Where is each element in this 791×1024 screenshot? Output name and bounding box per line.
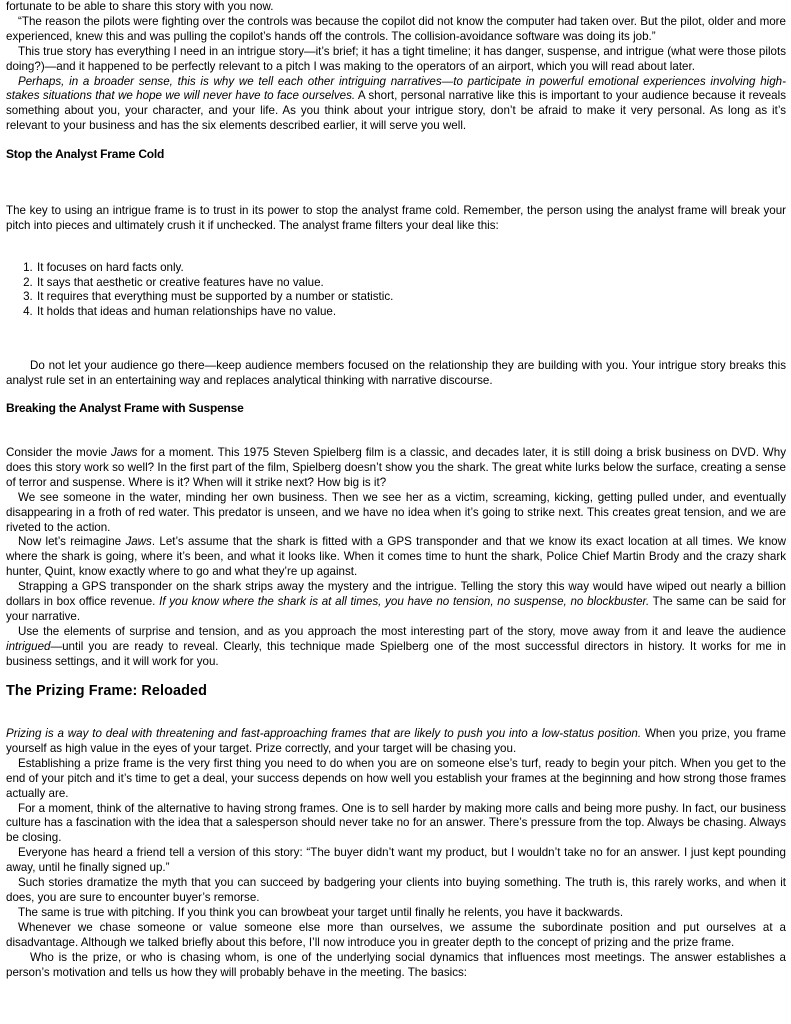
text: Use the elements of surprise and tension, and as you approach the most interesting part of the story, move away from it and leave the audience (18, 624, 786, 638)
paragraph: fortunate to be able to share this story with you now. (6, 0, 274, 13)
text: for a moment. This 1975 Steven Spielberg film is a classic, and decades later, it is still doing a brisk business on DVD. Why does this story work so well? In the first part of the film, Spielberg doesn’t show you the shark. The great white lurks below the surface, creating a sense of terror and suspense. Where is it? When will it strike next? How big is it? (6, 446, 786, 489)
list-item: 3. It requires that everything must be supported by a number or statistic. (36, 290, 786, 305)
paragraph: The same is true with pitching. If you think you can browbeat your target until finally he relents, you have it backwards. (18, 905, 624, 919)
paragraph (6, 727, 786, 757)
paragraph: Establishing a prize frame is the very first thing you need to do when you are on someone else’s turf, ready to begin your pitch. When you get to the end of your pitch and it’s time to get a deal, your success depends on how well you establish your frames at the beginning and how strong those frames actually are. (6, 756, 786, 800)
italic-text: Prizing is a way to deal with threatening and fast-approaching frames that are likely to push you into a low-status position. (6, 727, 642, 740)
text: A short, personal narrative like this is important to your audience because it reveals something about you, your character, and your life. As you think about your intrigue story, don’t be afraid to make it very personal. As long as it’s relevant to your business and has the six elements described earlier, it will serve you well. (6, 89, 786, 133)
paragraph (6, 446, 786, 491)
text: Now let’s reimagine (18, 535, 126, 549)
text: When you prize, you frame yourself as high value in the eyes of your target. Prize correctly, and your target will be chasing you. (6, 727, 786, 755)
text: Consider the movie (6, 446, 111, 459)
paragraph: Who is the prize, or who is chasing whom, is one of the underlying social dynamics that influences most meetings. The answer establishes a person’s motivation and tells us how they will probably behave in the meeting. The basics: (6, 950, 786, 979)
text: . Let’s assume that the shark is fitted with a GPS transponder and that we know its exact location at all times. We know where the shark is going, where it’s been, and what it looks like. When it comes time to hunt the shark, Police Chief Martin Brody and the crazy shark hunter, Quint, know exactly where to go and what they’re up against. (6, 535, 786, 579)
list-item: 2. It says that aesthetic or creative features have no value. (36, 276, 786, 291)
italic-text: Jaws (110, 446, 138, 459)
paragraph: This true story has everything I need in an intrigue story—it’s brief; it has a tight timeline; it has danger, suspense, and intrigue (what were those pilots doing?)—and it happened to be perfectly relevant to a pitch I was making to the operators of an airport, which you will read about later. (6, 44, 786, 73)
italic-text: intrigued (6, 639, 51, 653)
paragraph: Everyone has heard a friend tell a version of this story: “The buyer didn’t want my product, but I wouldn’t take no for an answer. I just kept pounding away, until he finally signed up.” (6, 846, 786, 875)
paragraph: Whenever we chase someone or value someone else more than ourselves, we assume the subordinate position and put ourselves at a disadvantage. Although we talked briefly about this before, I’ll now introduce you in greater depth to the concept of prizing and the prize frame. (6, 920, 786, 949)
section-stop-analyst (6, 204, 786, 234)
section-heading-wrap (6, 401, 786, 416)
analyst-filter-list-wrap (6, 261, 786, 320)
section-suspense (6, 446, 786, 670)
paragraph (6, 535, 786, 580)
section-heading: Stop the Analyst Frame Cold (6, 147, 165, 161)
paragraph (6, 75, 786, 135)
section-intro (6, 0, 786, 134)
italic-text: Perhaps, in a broader sense, this is why we tell each other intriguing narratives—to participate in powerful emotional experiences involving high-stakes situations that we hope we will never have to face ourselves. (6, 74, 786, 103)
italic-text: If you know where the shark is at all times, you have no tension, no suspense, no blockbuster. (159, 595, 650, 609)
analyst-filter-list (6, 261, 786, 320)
paragraph: The key to using an intrigue frame is to trust in its power to stop the analyst frame cold. Remember, the person using the analyst frame will break your pitch into pieces and ultimately crush it if unchecked. The analyst frame filters your deal like this: (6, 204, 786, 232)
paragraph: Such stories dramatize the myth that you can succeed by badgering your clients into buying something. The truth is, this rarely works, and when it does, you are sure to encounter buyer’s remorse. (6, 876, 786, 904)
text: Strapping a GPS transponder on the shark strips away the mystery and the intrigue. Telling the story this way would have wiped out nearly a billion dollars in box office revenue. (6, 580, 786, 609)
paragraph: “The reason the pilots were fighting over the controls was because the copilot did not know the computer had taken over. But the pilot, older and more experienced, knew this and was pulling the copilot’s hands off the controls. The collision-avoidance software was doing its job.” (6, 14, 786, 43)
italic-text: Jaws (125, 535, 152, 549)
paragraph: For a moment, think of the alternative to having strong frames. One is to sell harder by making more calls and being more pushy. In fact, our business culture has a fascination with the idea that a salesperson should never take no for an answer. There’s pressure from the top. Always be chasing. Always be closing. (6, 801, 786, 845)
list-item: 4. It holds that ideas and human relationships have no value. (36, 305, 786, 320)
list-item: 1. It focuses on hard facts only. (36, 261, 786, 276)
chapter-heading-wrap (6, 682, 786, 700)
paragraph: Do not let your audience go there—keep audience members focused on the relationship they are building with you. Your intrigue story breaks this analyst rule set in an entertaining way and replaces analytical thinking with narrative discourse. (6, 359, 786, 387)
section-heading-wrap (6, 147, 786, 162)
section-after-list (6, 359, 786, 389)
paragraph (6, 580, 786, 625)
text: —until you are ready to reveal. Clearly, this technique made Spielberg one of the most successful directors in history. It works for me in business settings, and it will work for you. (6, 639, 786, 668)
chapter-heading: The Prizing Frame: Reloaded (6, 683, 208, 699)
text: The same can be said for your narrative. (6, 595, 786, 623)
paragraph (6, 625, 786, 670)
paragraph: We see someone in the water, minding her own business. Then we see her as a victim, screaming, kicking, getting pulled under, and eventually disappearing in a froth of red water. This predator is unseen, and we have no idea when it’s going to strike next. This creates great tension, and we are riveted to the action. (6, 490, 786, 534)
section-prizing (6, 727, 786, 980)
section-heading: Breaking the Analyst Frame with Suspense (6, 401, 244, 415)
